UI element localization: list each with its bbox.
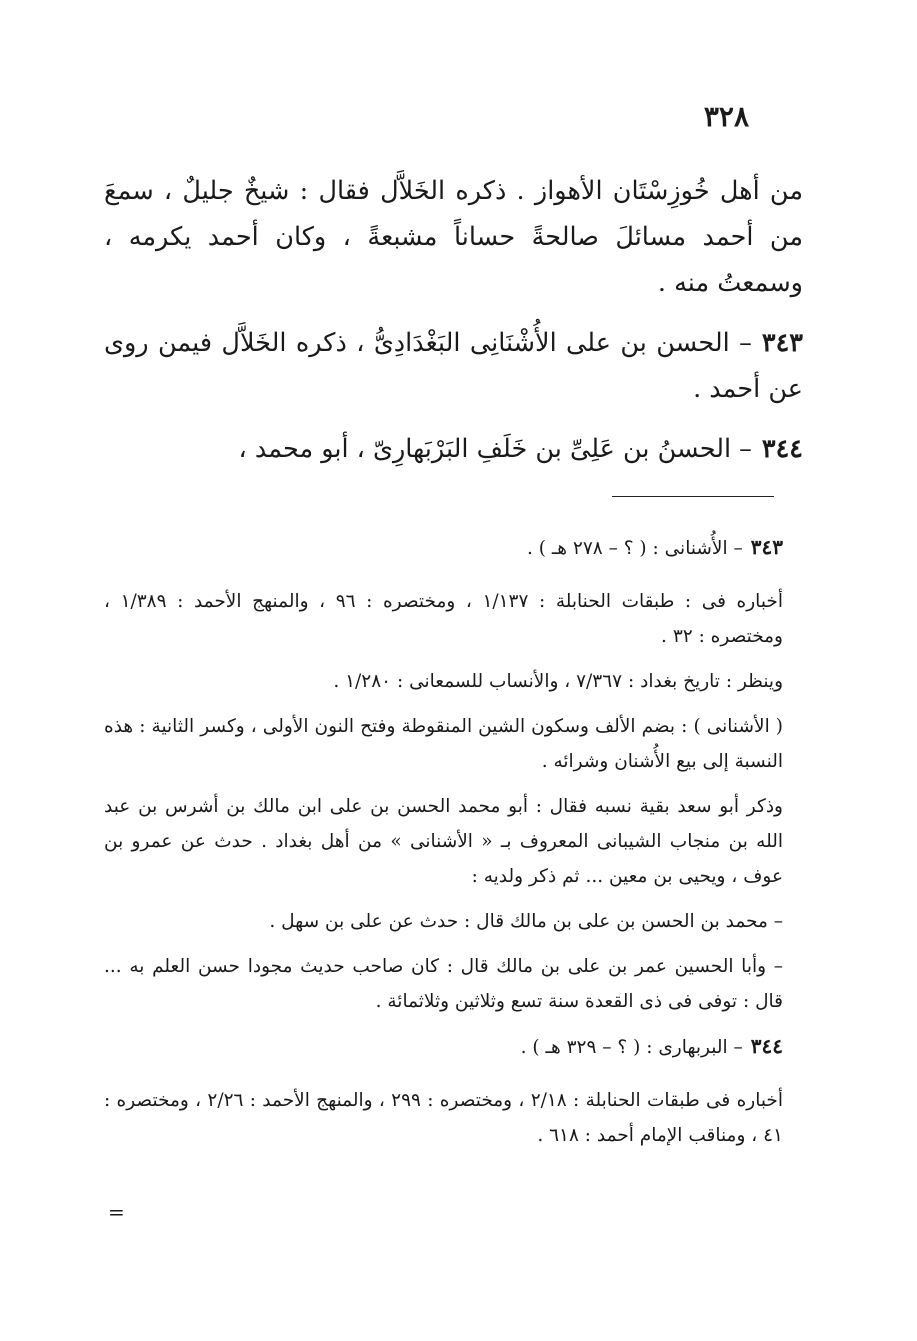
- footnote-heading-344: [104, 1029, 805, 1065]
- footnote-heading-text: – البربهارى : ( ؟ – ٣٢٩ هـ ) .: [520, 1037, 743, 1058]
- entry-343: [104, 320, 803, 412]
- entry-number: ٣٤٤: [761, 434, 803, 464]
- entry-text: – الحسنُ بن عَلِىِّ بن خَلَفِ البَرْبَهارِىّ ، أبو محمد ،: [238, 434, 752, 464]
- footnote-heading-text: – الأُشنانى : ( ؟ – ٢٧٨ هـ ) .: [526, 538, 743, 559]
- main-text: [104, 168, 803, 486]
- continuation-mark: =: [108, 1200, 125, 1224]
- footnote-paragraph: ( الأشنانى ) : بضم الألف وسكون الشين المنقوطة وفتح النون الأولى ، وكسر الثانية : هذه النسبة إلى بيع الأُشنان وشرائه .: [104, 716, 783, 772]
- footnote-paragraph: أخباره فى : طبقات الحنابلة : ١/١٣٧ ، ومختصره : ٩٦ ، والمنهج الأحمد : ١/٣٨٩ ، ومختصره : ٣٢ .: [104, 591, 783, 647]
- footnote-number: ٣٤٣: [750, 535, 783, 559]
- footnote-paragraph: وينظر : تاريخ بغداد : ٧/٣٦٧ ، والأنساب للسمعانى : ١/٢٨٠ .: [333, 671, 783, 692]
- footnote-paragraph: وذكر أبو سعد بقية نسبه فقال : أبو محمد الحسن بن على ابن مالك بن أشرس بن عبد الله بن منجاب الشيبانى المعروف بـ « الأشنانى » من أهل بغداد . حدث عن عمرو بن عوف ، ويحيى بن معين ... ثم ذكر ولديه :: [104, 796, 783, 887]
- entry-text: – الحسن بن على الأُشْنَانِى البَغْدَادِىُّ ، ذكره الخَلاَّل فيمن روى عن أحمد .: [104, 328, 803, 404]
- entry-344: [104, 426, 803, 472]
- footnote-number: ٣٤٤: [750, 1034, 783, 1058]
- footnote-paragraph: – وأبا الحسين عمر بن على بن مالك قال : كان صاحب حديث مجودا حسن العلم به ... قال : توفى فى ذى القعدة سنة تسع وثلاثين وثلاثمائة .: [104, 956, 783, 1012]
- footnote-paragraph: – محمد بن الحسن بن على بن مالك قال : حدث عن على بن سهل .: [269, 911, 783, 932]
- footnote-paragraph: أخباره فى طبقات الحنابلة : ٢/١٨ ، ومختصره : ٢٩٩ ، والمنهج الأحمد : ٢/٢٦ ، ومختصره : ٤١ ، ومناقب الإمام أحمد : ٦١٨ .: [104, 1090, 783, 1146]
- entry-number: ٣٤٣: [761, 328, 803, 358]
- page-number: ٣٢٨: [703, 100, 749, 133]
- paragraph-continuation: من أهل خُوزِسْتَان الأهواز . ذكره الخَلاَّل فقال : شيخٌ جليلٌ ، سمعَ من أحمد مسائلَ صالحةً حساناً مشبعةً ، وكان أحمد يكرمه ، وسمعتُ منه .: [104, 176, 803, 298]
- footnotes: [104, 530, 805, 1163]
- footnote-heading-343: [104, 530, 805, 566]
- footnote-divider: [612, 496, 774, 497]
